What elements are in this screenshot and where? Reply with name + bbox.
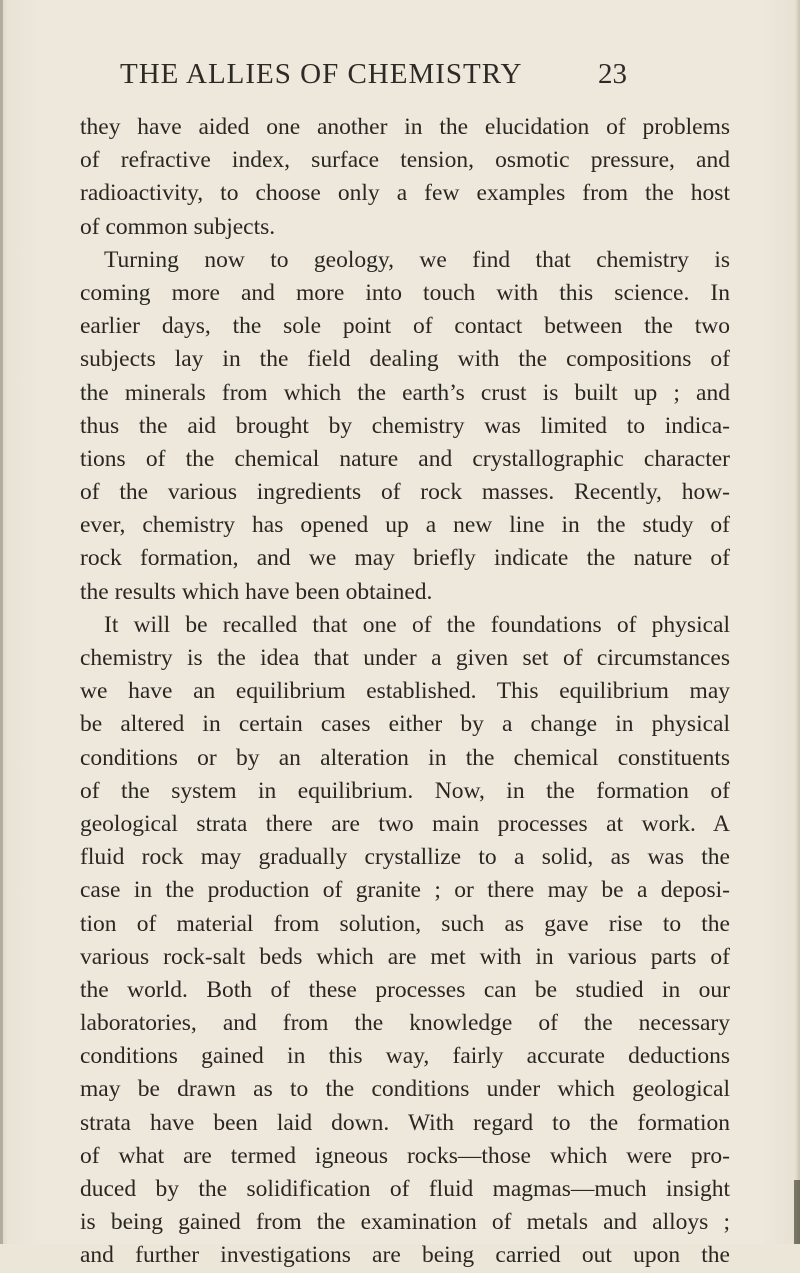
- text-line: various rock-salt beds which are met with in various parts of: [80, 943, 730, 970]
- text-line: strata have been laid down. With regard to the formation: [80, 1109, 730, 1136]
- text-line: of what are termed igneous rocks—those which were pro-: [80, 1142, 730, 1169]
- text-line: ever, chemistry has opened up a new line in the study of: [80, 512, 730, 539]
- page-header: [0, 58, 800, 98]
- text-line: and further investigations are being carried out upon the: [80, 1242, 730, 1269]
- text-line: tions of the chemical nature and crystallographic character: [80, 445, 730, 472]
- text-line: fluid rock may gradually crystallize to a solid, as was the: [80, 844, 730, 871]
- page-number: 23: [598, 58, 627, 90]
- text-line: tion of material from solution, such as gave rise to the: [80, 910, 730, 937]
- text-line: conditions or by an alteration in the chemical constituents: [80, 744, 730, 771]
- text-line: subjects lay in the field dealing with the compositions of: [80, 346, 730, 373]
- text-line: earlier days, the sole point of contact between the two: [80, 313, 730, 340]
- text-line: It will be recalled that one of the foundations of physical: [104, 611, 730, 638]
- text-line: thus the aid brought by chemistry was limited to indica-: [80, 412, 730, 439]
- text-line: geological strata there are two main processes at work. A: [80, 810, 730, 837]
- text-line: laboratories, and from the knowledge of the necessary: [80, 1010, 730, 1037]
- text-line: chemistry is the idea that under a given set of circumstances: [80, 645, 730, 671]
- page-edge-shadow: [794, 1180, 800, 1244]
- text-line: of common subjects.: [80, 213, 276, 240]
- text-line: of the various ingredients of rock masses. Recently, how-: [80, 479, 730, 506]
- text-line: radioactivity, to choose only a few examples from the host: [80, 180, 730, 207]
- body-text: [80, 111, 730, 1273]
- text-line: the minerals from which the earth’s crust is built up ; and: [80, 379, 730, 406]
- text-line: rock formation, and we may briefly indicate the nature of: [80, 545, 730, 572]
- text-line: may be drawn as to the conditions under which geological: [80, 1076, 730, 1103]
- text-line: duced by the solidification of fluid magmas—much insight: [80, 1176, 730, 1202]
- text-line: is being gained from the examination of metals and alloys ;: [80, 1209, 730, 1236]
- text-line: we have an equilibrium established. This equilibrium may: [80, 678, 730, 705]
- text-line: Turning now to geology, we find that chemistry is: [104, 246, 730, 273]
- text-line: the results which have been obtained.: [80, 578, 433, 605]
- text-line: coming more and more into touch with this science. In: [80, 279, 730, 306]
- text-line: conditions gained in this way, fairly accurate deductions: [80, 1043, 730, 1070]
- running-head: THE ALLIES OF CHEMISTRY: [120, 58, 523, 90]
- text-line: of refractive index, surface tension, osmotic pressure, and: [80, 147, 730, 174]
- text-line: of the system in equilibrium. Now, in the formation of: [80, 777, 730, 804]
- text-line: they have aided one another in the elucidation of problems: [80, 114, 730, 140]
- text-line: case in the production of granite ; or there may be a deposi-: [80, 877, 730, 904]
- page-binding-edge: [0, 0, 3, 1244]
- text-line: be altered in certain cases either by a change in physical: [80, 711, 730, 738]
- text-line: the world. Both of these processes can be studied in our: [80, 976, 730, 1003]
